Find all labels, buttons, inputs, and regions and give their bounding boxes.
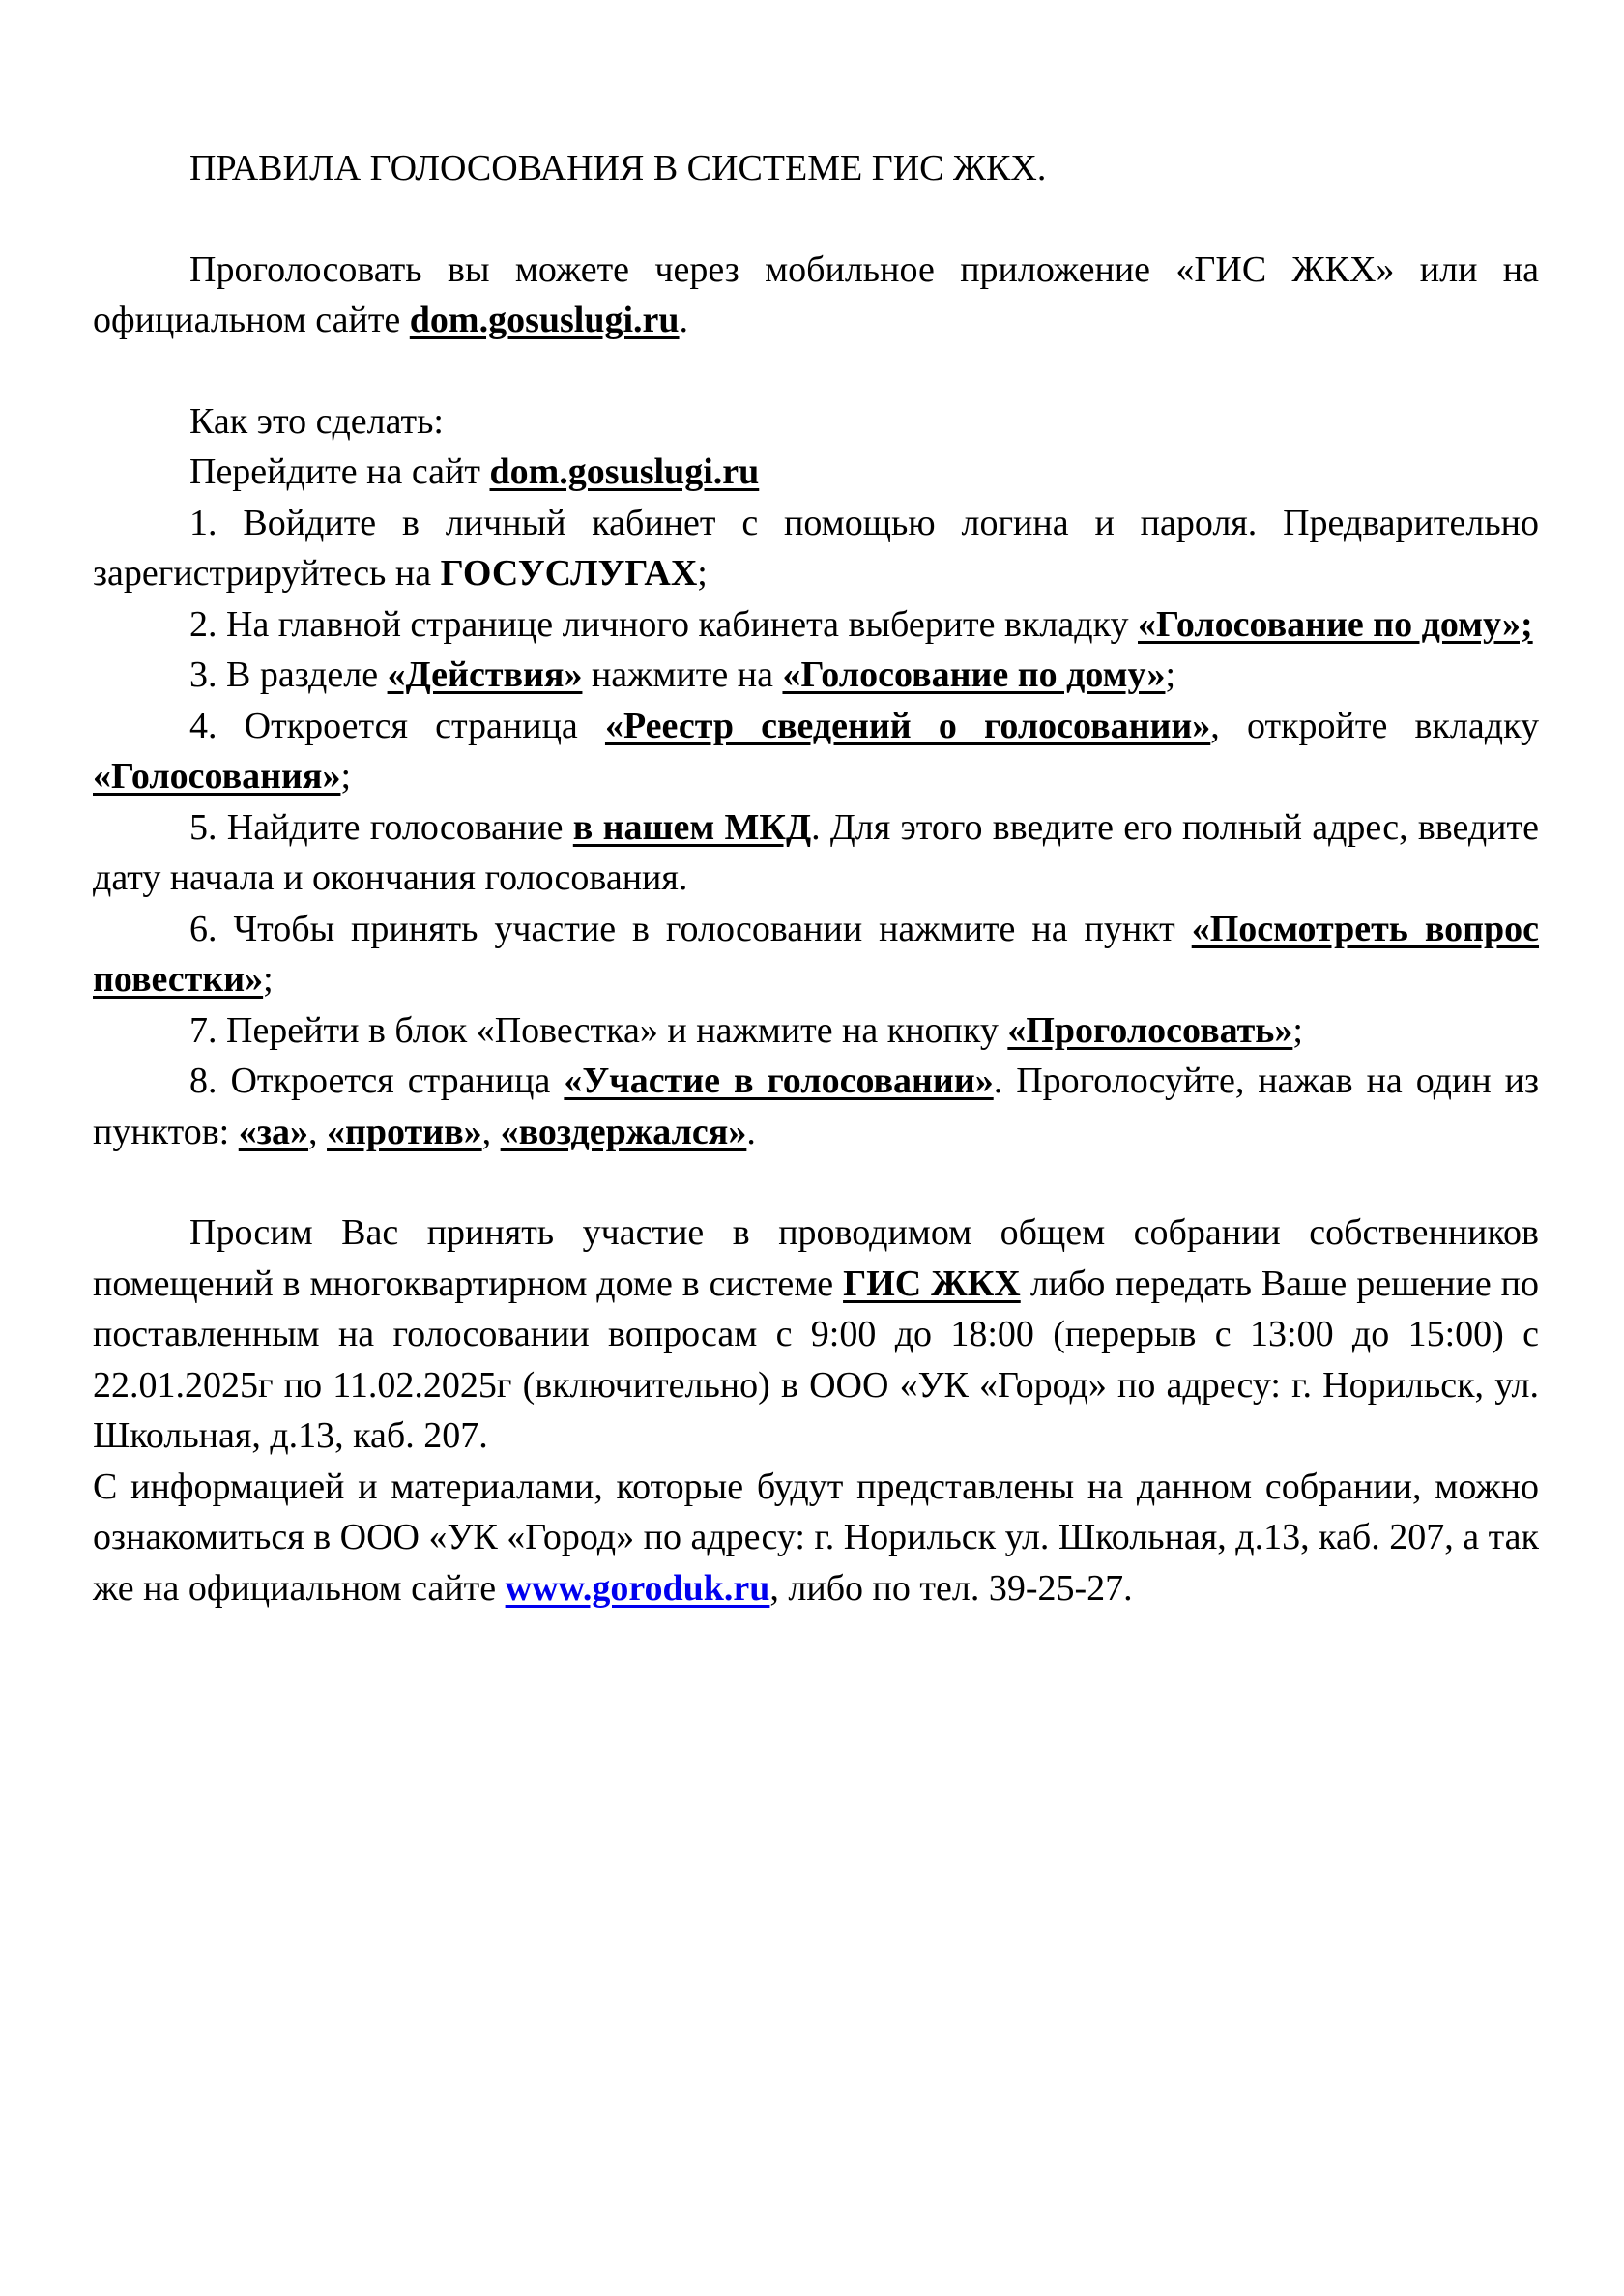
step-4	[93, 701, 1539, 802]
step-4-votings-tab: «Голосования»	[93, 756, 341, 797]
step-8-text: 8. Откроется страница	[189, 1061, 565, 1101]
step-7-text: 7. Перейти в блок «Повестка» и нажмите на кнопку	[189, 1009, 1008, 1051]
step-5	[93, 802, 1539, 904]
intro-text: Проголосовать вы можете через мобильное приложение «ГИС ЖКХ» или на официальном сайте	[93, 248, 1539, 340]
request-paragraph	[93, 1207, 1539, 1462]
step-3	[93, 650, 1539, 701]
step-1-end: ;	[697, 553, 708, 594]
request-text: Просим Вас принять участие в проводимом общем собрании собственников помещений в многоквартирном доме в системе	[93, 1212, 1539, 1304]
step-8-option-against: «против»	[327, 1111, 482, 1152]
step-8-end: .	[746, 1111, 756, 1152]
how-to-heading: Как это сделать:	[189, 400, 444, 442]
info-paragraph	[93, 1462, 1539, 1614]
request-rest: либо передать Ваше решение по поставленным на голосовании вопросам с 9:00 до 18:00 (перерыв с 13:00 до 15:00) с 22.01.2025г по 11.02.2025г (включительно) в ООО «УК «Город» по адресу: г. Норильск, ул. Школьная, д.13, каб. 207.	[93, 1263, 1540, 1456]
step-6-text: 6. Чтобы принять участие в голосовании нажмите на пункт	[189, 908, 1192, 949]
request-system: ГИС ЖКХ	[843, 1263, 1021, 1304]
step-5-our-building: в нашем МКД	[572, 806, 812, 848]
step-6-end: ;	[263, 959, 274, 1000]
step-8-participation: «Участие в голосовании»	[564, 1061, 994, 1101]
step-3-mid: нажмите на	[582, 654, 783, 695]
step-8-option-abstain: «воздержался»	[500, 1111, 747, 1152]
step-1-text: 1. Войдите в личный кабинет с помощью логина и пароля. Предварительно зарегистрируйтесь на	[93, 502, 1539, 594]
step-8-option-for: «за»	[238, 1111, 309, 1152]
step-4-registry: «Реестр сведений о голосовании»	[604, 705, 1211, 746]
go-to-site-link[interactable]: dom.gosuslugi.ru	[489, 451, 760, 492]
step-2-text: 2. На главной странице личного кабинета выберите вкладку	[189, 603, 1139, 645]
step-3-voting: «Голосование по дому»	[782, 654, 1166, 695]
step-7	[93, 1005, 1539, 1057]
step-5-text: 5. Найдите голосование	[189, 806, 573, 848]
step-6-view-question: «Посмотреть вопрос повестки»	[93, 908, 1540, 1000]
step-8-sep-1: ,	[308, 1111, 328, 1152]
step-4-mid: , откройте вкладку	[1210, 705, 1539, 746]
step-8-mid: . Проголосуйте, нажав на один из пунктов:	[93, 1061, 1539, 1152]
step-4-end: ;	[340, 756, 352, 797]
intro-end: .	[679, 300, 689, 340]
go-to-paragraph	[93, 447, 1539, 498]
step-8	[93, 1056, 1539, 1157]
info-rest: , либо по тел. 39-25-27.	[769, 1567, 1133, 1609]
step-4-text: 4. Откроется страница	[189, 705, 605, 746]
step-7-end: ;	[1292, 1009, 1303, 1051]
step-1	[93, 498, 1539, 599]
step-1-gosuslugi: ГОСУСЛУГАХ	[440, 553, 698, 594]
intro-site-link[interactable]: dom.gosuslugi.ru	[409, 300, 680, 340]
step-5-end: . Для этого введите его полный адрес, введите дату начала и окончания голосования.	[93, 806, 1539, 898]
step-2-voting-tab: «Голосование по дому»;	[1138, 603, 1533, 645]
page-title: ПРАВИЛА ГОЛОСОВАНИЯ В СИСТЕМЕ ГИС ЖКХ.	[189, 148, 1047, 189]
step-7-vote-button: «Проголосовать»	[1007, 1009, 1293, 1051]
step-3-actions: «Действия»	[387, 654, 583, 695]
step-3-end: ;	[1165, 654, 1176, 695]
step-2	[93, 599, 1539, 651]
step-6	[93, 904, 1539, 1005]
intro-paragraph	[93, 245, 1539, 346]
info-site-link[interactable]: www.goroduk.ru	[505, 1567, 770, 1609]
document-page	[93, 143, 1539, 1613]
step-3-text: 3. В разделе	[189, 654, 388, 695]
step-8-sep-2: ,	[481, 1111, 501, 1152]
go-to-text: Перейдите на сайт	[189, 451, 490, 492]
info-text: С информацией и материалами, которые будут представлены на данном собрании, можно ознакомиться в ООО «УК «Город» по адресу: г. Норильск ул. Школьная, д.13, каб. 207, а так же на официальном сайте	[93, 1466, 1539, 1609]
